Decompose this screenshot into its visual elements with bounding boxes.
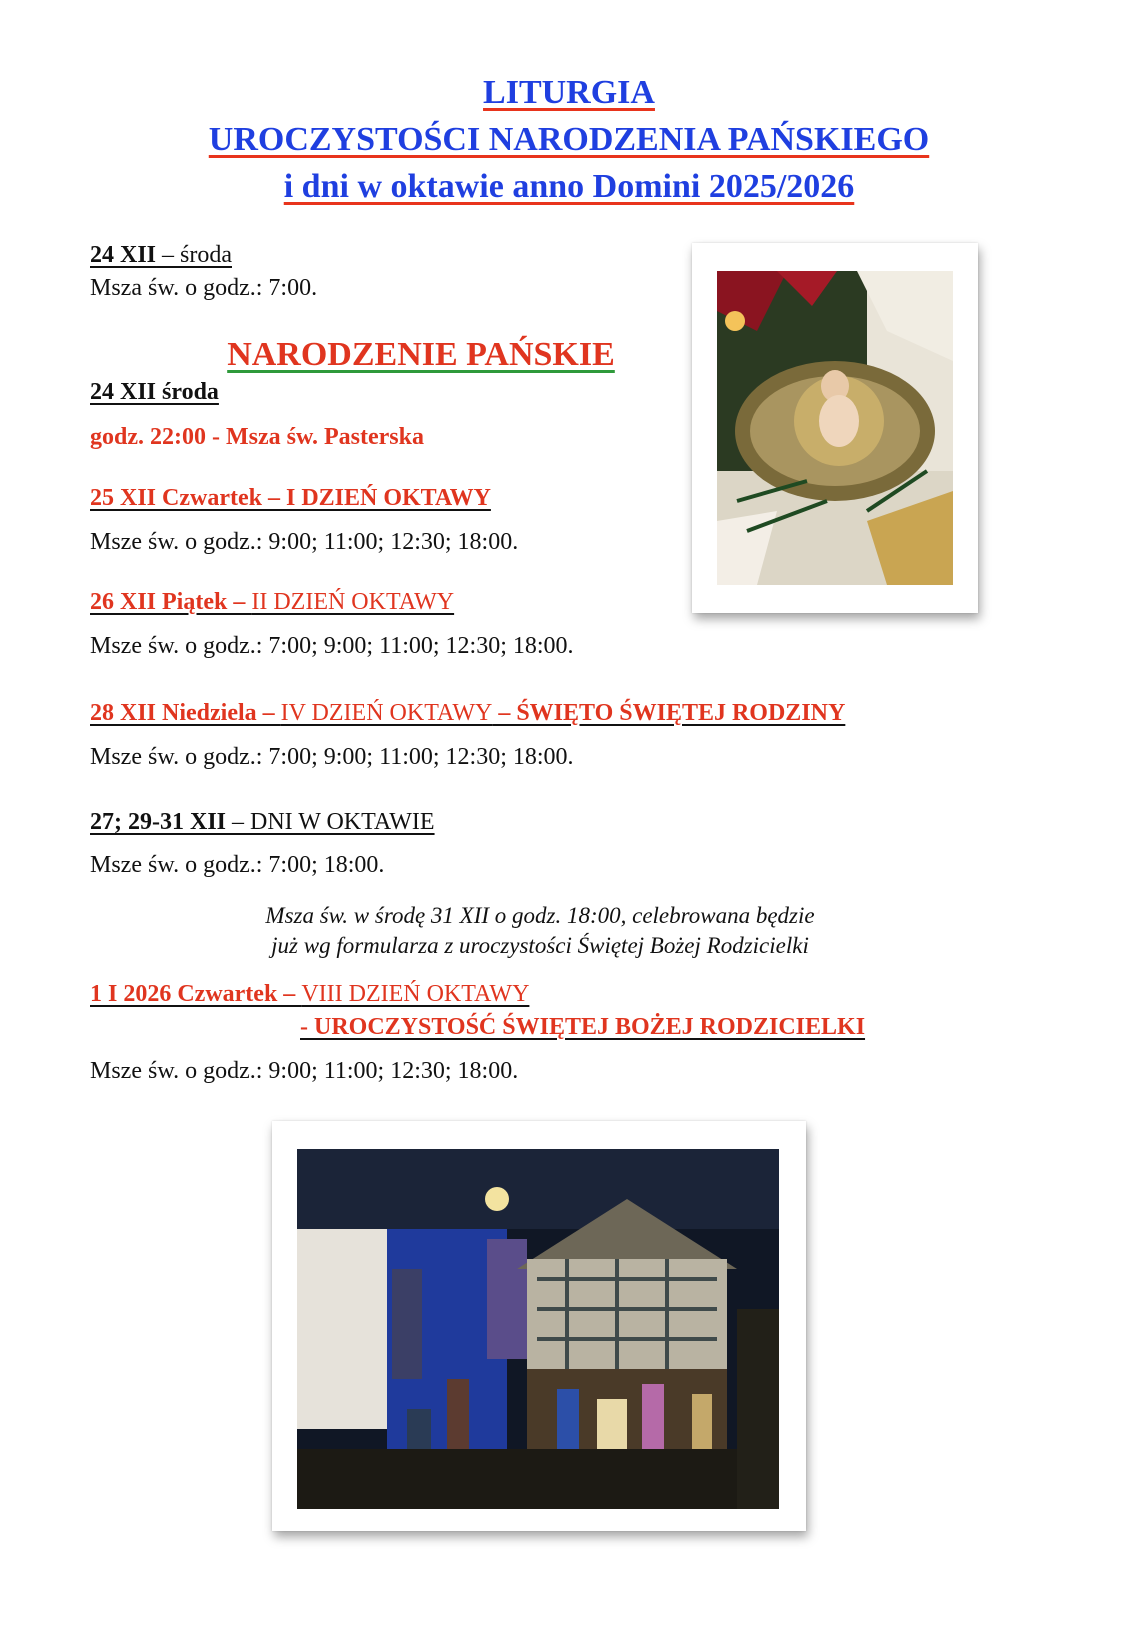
section-24-heading: 24 XII – środa — [90, 242, 232, 268]
pasterka-line: godz. 22:00 - Msza św. Pasterska — [90, 424, 424, 450]
section-28-mass: Msze św. o godz.: 7:00; 9:00; 11:00; 12:30; 18:00. — [90, 744, 574, 770]
jan1-mass: Msze św. o godz.: 9:00; 11:00; 12:30; 18:00. — [90, 1058, 519, 1084]
title-line-3: i dni w oktawie anno Domini 2025/2026 — [283, 168, 855, 205]
octave-note-1: Msza św. w środę 31 XII o godz. 18:00, celebrowana będzie — [265, 903, 815, 928]
octave-note-2: już wg formularza z uroczystości Świętej Bożej Rodzicielki — [271, 933, 809, 958]
jan1-heading: 1 I 2026 Czwartek – VIII DZIEŃ OKTAWY — [90, 981, 530, 1007]
section-25-heading: 25 XII Czwartek – I DZIEŃ OKTAWY — [90, 485, 491, 511]
photo-nativity-scene-frame — [272, 1121, 806, 1531]
narodzenie-heading: NARODZENIE PAŃSKIE — [227, 336, 615, 373]
section-24-mass: Msza św. o godz.: 7:00. — [90, 275, 318, 301]
photo-nativity-scene — [297, 1149, 779, 1509]
octave-mass: Msze św. o godz.: 7:00; 18:00. — [90, 852, 385, 878]
title-line-1: LITURGIA — [483, 74, 655, 111]
narodzenie-date: 24 XII środa — [90, 379, 219, 405]
section-26-heading: 26 XII Piątek – II DZIEŃ OKTAWY — [90, 589, 455, 615]
section-25-mass: Msze św. o godz.: 9:00; 11:00; 12:30; 18:00. — [90, 529, 519, 555]
section-26-mass: Msze św. o godz.: 7:00; 9:00; 11:00; 12:30; 18:00. — [90, 633, 574, 659]
photo-infant-jesus-frame — [692, 243, 978, 613]
photo-infant-jesus — [717, 271, 953, 585]
section-28-heading: 28 XII Niedziela – IV DZIEŃ OKTAWY – ŚWIĘTO ŚWIĘTEJ RODZINY — [90, 700, 846, 726]
title-line-2: UROCZYSTOŚCI NARODZENIA PAŃSKIEGO — [208, 121, 930, 158]
jan1-heading-line-2: - UROCZYSTOŚĆ ŚWIĘTEJ BOŻEJ RODZICIELKI — [300, 1014, 866, 1040]
octave-heading: 27; 29-31 XII – DNI W OKTAWIE — [90, 809, 435, 835]
